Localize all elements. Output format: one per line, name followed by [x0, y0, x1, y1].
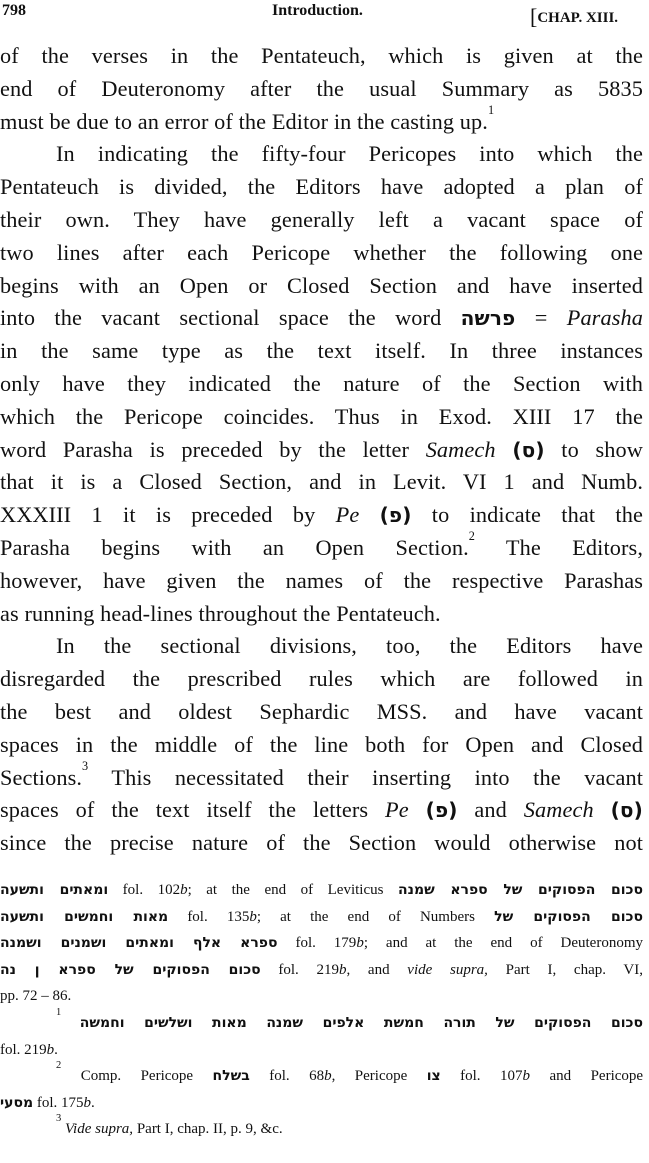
- text-span: fol. 175: [36, 1094, 84, 1111]
- text-line: In the sectional divisions, too, the Editors have: [56, 633, 643, 659]
- footnote-line: [0, 1090, 643, 1117]
- text-span: and: [474, 797, 507, 823]
- text-span: , and: [346, 961, 390, 978]
- text-span: .: [91, 1094, 95, 1111]
- footnote-number: 2: [56, 1060, 62, 1072]
- footnote-ref: 1: [487, 102, 495, 117]
- equals-sign: =: [534, 305, 548, 331]
- chapter-text: CHAP. XIII.: [537, 10, 619, 26]
- italic-letter: b: [249, 908, 257, 925]
- text-line: [0, 302, 643, 335]
- text-line: in the same type as the text itself. In three instances: [0, 338, 643, 364]
- text-line: [0, 528, 643, 565]
- text-span: word Parasha is preceded by the letter: [0, 436, 410, 462]
- text-span: fol. 107: [460, 1068, 523, 1085]
- italic-letter: b: [324, 1068, 332, 1085]
- text-line: end of Deuteronomy after the usual Summary as 5835: [0, 75, 643, 101]
- chapter-label: [530, 2, 618, 28]
- text-line: [0, 794, 643, 827]
- text-span: fol. 135: [187, 908, 250, 925]
- text-line: [0, 499, 643, 532]
- footnotes: [0, 877, 643, 1143]
- italic-term: vide supra,: [407, 961, 488, 978]
- text-line: Pentateuch is divided, the Editors have adopted a plan of: [0, 174, 643, 200]
- text-line: begins with an Open or Closed Section and have inserted: [0, 272, 643, 298]
- italic-term: Pe: [335, 502, 360, 528]
- hebrew-letter: (ס): [512, 437, 545, 462]
- italic-term: Parasha: [566, 305, 643, 331]
- text-span: Part I, chap. II, p. 9, &c.: [136, 1121, 283, 1138]
- text-span: Comp. Pericope: [80, 1068, 194, 1085]
- hebrew-phrase: מאות וחמשים ותשעה: [0, 908, 169, 925]
- text-span: fol. 219: [278, 961, 339, 978]
- footnote-line: [0, 930, 643, 957]
- footnote-2: [0, 1060, 644, 1090]
- text-span: fol. 102: [122, 882, 181, 898]
- text-line: spaces in the middle of the line both for Open and Closed: [0, 731, 643, 757]
- text-line: of the verses in the Pentateuch, which is given at the: [0, 43, 643, 68]
- italic-letter: b: [338, 961, 347, 978]
- footnote-line: [0, 1037, 643, 1064]
- text-span: spaces of the text itself the letters: [0, 797, 369, 823]
- italic-letter: b: [46, 1041, 55, 1058]
- body-text: [0, 40, 643, 860]
- text-span: fol. 68: [269, 1068, 325, 1085]
- footnote-line: pp. 72 – 86.: [0, 988, 72, 1005]
- text-span: .: [54, 1041, 58, 1058]
- text-line: as running head-lines throughout the Pentateuch.: [0, 600, 441, 626]
- italic-term: Pe: [385, 797, 409, 823]
- text-line: In indicating the fifty-four Pericopes into which the: [56, 141, 643, 167]
- text-line: [0, 102, 643, 139]
- text-line: however, have given the names of the respective Parashas: [0, 567, 643, 593]
- italic-letter: b: [522, 1068, 531, 1085]
- text-span: ; at the end of Leviticus: [187, 882, 384, 898]
- text-line: since the precise nature of the Section would otherwise not: [0, 830, 643, 856]
- hebrew-letter: (פ): [425, 798, 458, 823]
- text-line: [0, 758, 643, 795]
- hebrew-phrase: סכום הפסוקים של ספרא שמנה: [397, 882, 644, 898]
- hebrew-word: מסעי: [0, 1094, 34, 1111]
- hebrew-word: צו: [426, 1068, 441, 1085]
- page-number: 798: [2, 2, 26, 19]
- hebrew-word: פרשה: [460, 306, 516, 331]
- footnote-line: [0, 957, 643, 984]
- hebrew-phrase: סכום הפסוקים של ספרא ן נה: [0, 961, 261, 978]
- italic-letter: b: [180, 882, 188, 898]
- hebrew-phrase: ספרא אלף ומאתים ושמנים ושמנה: [0, 935, 278, 952]
- hebrew-phrase: סכום הפסוקים של תורה חמשת אלפים שמנה מאות ושלשים וחמשה: [79, 1014, 644, 1031]
- italic-letter: b: [356, 935, 364, 952]
- text-span: must be due to an error of the Editor in the casting up.: [0, 108, 488, 134]
- footnote-line: [0, 904, 643, 931]
- italic-term: Samech: [425, 436, 496, 462]
- hebrew-phrase: סכום הפסוקים של: [494, 908, 644, 925]
- text-span: fol. 219: [0, 1041, 47, 1058]
- text-span: XXXIII 1 it is preceded by: [0, 502, 316, 528]
- text-span: This necessitated their inserting into the vacant: [88, 764, 643, 790]
- hebrew-word: בשלח: [212, 1068, 250, 1085]
- hebrew-letter: (פ): [379, 503, 412, 528]
- text-span: The Editors,: [474, 534, 643, 560]
- chapter-bracket: [: [530, 4, 538, 29]
- text-span: Part I, chap. VI,: [505, 961, 643, 978]
- text-span: and Pericope: [549, 1068, 644, 1085]
- running-header: [0, 2, 649, 28]
- text-span: to indicate that the: [431, 502, 643, 528]
- text-span: ; and at the end of Deuteronomy: [363, 935, 644, 952]
- text-span: ; at the end of Numbers: [256, 908, 475, 925]
- footnote-1: [0, 1006, 644, 1037]
- italic-term: Vide supra,: [65, 1121, 134, 1138]
- italic-term: Samech: [523, 797, 594, 823]
- hebrew-letter: (ס): [610, 798, 643, 823]
- text-span: into the vacant sectional space the word: [0, 305, 442, 331]
- italic-letter: b: [83, 1094, 92, 1111]
- text-line: which the Pericope coincides. Thus in Exod. XIII 17 the: [0, 403, 643, 429]
- text-line: that it is a Closed Section, and in Levit. VI 1 and Numb.: [0, 469, 643, 495]
- text-line: [0, 434, 643, 467]
- text-line: disregarded the prescribed rules which are followed in: [0, 666, 643, 692]
- footnote-number: 3: [56, 1113, 62, 1125]
- text-line: their own. They have generally left a vacant space of: [0, 206, 643, 232]
- text-line: only have they indicated the nature of the Section with: [0, 370, 643, 396]
- footnote-ref: 3: [82, 758, 89, 773]
- text-line: two lines after each Pericope whether the following one: [0, 239, 643, 265]
- text-span: , Pericope: [331, 1068, 408, 1085]
- footnote-ref: 2: [468, 528, 475, 543]
- text-line: the best and oldest Sephardic MSS. and have vacant: [0, 698, 643, 724]
- footnote-number: 1: [56, 1006, 62, 1018]
- text-span: Parasha begins with an Open Section.: [0, 534, 469, 560]
- footnote-line: [0, 877, 643, 904]
- hebrew-phrase: ומאתים ותשעה: [0, 882, 109, 898]
- footnote-3: [0, 1113, 643, 1143]
- text-span: fol. 179: [295, 935, 357, 952]
- text-span: to show: [561, 436, 643, 462]
- text-span: Sections.: [0, 764, 83, 790]
- running-title: Introduction.: [272, 2, 363, 19]
